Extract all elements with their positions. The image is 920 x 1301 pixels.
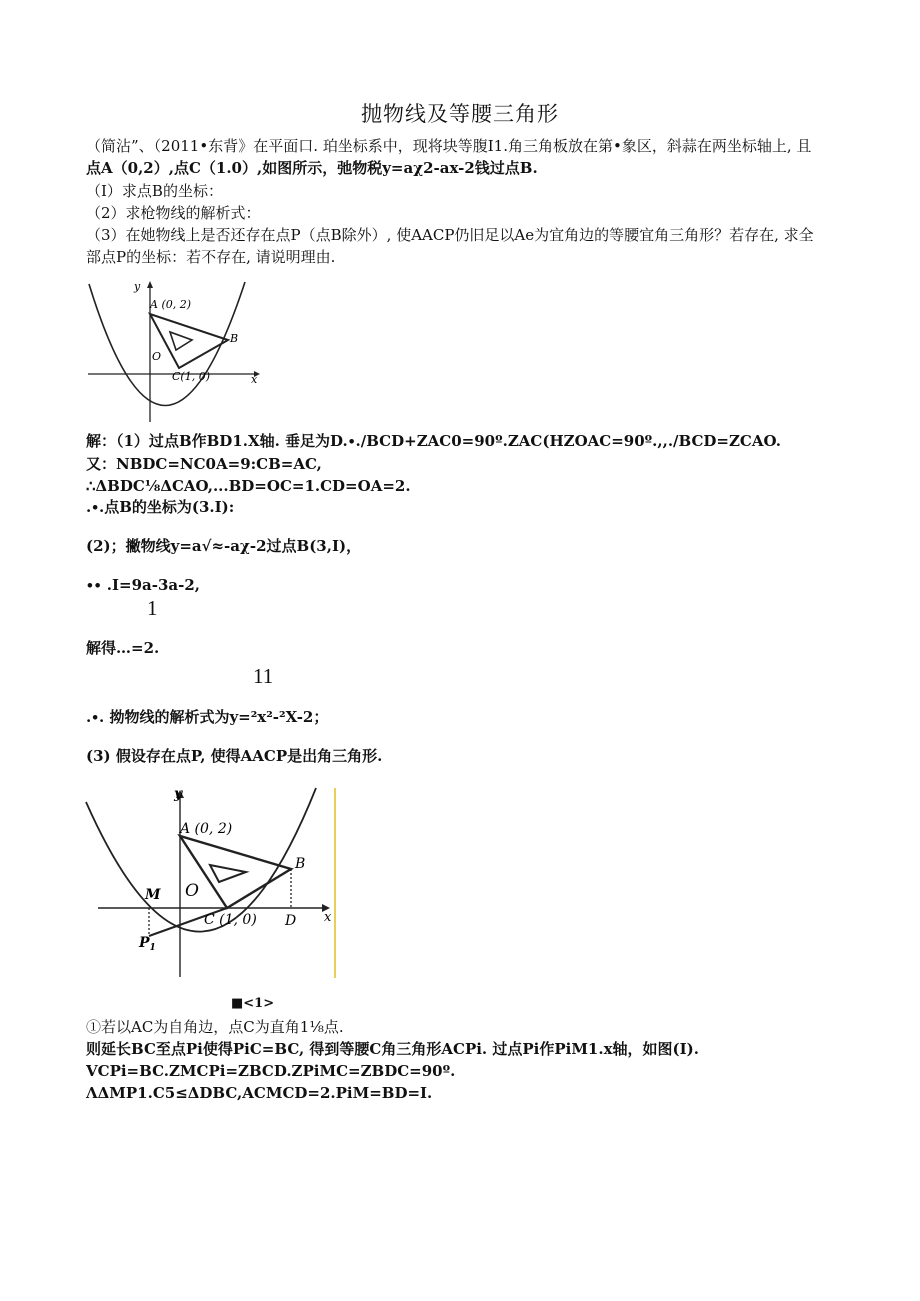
solution-step-8: .∙. 拗物线的解析式为y=²x²-²X-2；	[86, 708, 329, 726]
fig2-label-d: D	[285, 913, 297, 929]
problem-line-2: 点A（0,2）,点C（1.0）,如图所示，弛物税y=aχ2-ax-2钱过点B.	[86, 159, 538, 177]
fig2-label-b: B	[295, 856, 306, 872]
fig2-y-label: y	[174, 786, 183, 802]
question-3-line-1: （3）在她物线上是否还存在点P（点B除外）, 使AACP仍旧足以Ae为宜角边的等腰宜角三角形？若存在, 求全	[86, 226, 814, 244]
solution-step-5: (2)；撇物线y=a√≈-aχ-2过点B(3,I)，	[86, 537, 362, 555]
solution-step-9: (3) 假设存在点P, 使得AACP是岀角三角形.	[86, 747, 383, 765]
fig1-label-c: C(1, 0)	[172, 370, 210, 383]
fig2-label-p	[138, 935, 156, 953]
page-title: 抛物线及等腰三角形	[361, 102, 559, 126]
case-1-line-1: ①若以AC为自角边，点C为直角1⅛点.	[86, 1018, 344, 1036]
question-1: （I）求点B的坐标：	[86, 182, 223, 200]
fraction-denominator: 11	[253, 664, 274, 688]
fig2-label-p-main: P	[139, 935, 150, 951]
fig2-label-m: M	[145, 887, 161, 903]
figure-2-parabola-diagram	[84, 786, 340, 978]
problem-line-1: （简沾”、（2011•东背》在平面口. 珀坐标系中，现将块等腹I1.角三角板放在第•象区，斜蒜在两坐标轴上, 且	[86, 137, 812, 155]
solution-step-6: ∙∙ .I=9a-3a-2,	[86, 576, 201, 594]
solution-step-3: ∴ΔBDC⅛ΔCAO,...BD=OC=1.CD=OA=2.	[86, 477, 411, 495]
solution-step-7: 解得…=2.	[86, 639, 160, 657]
fig1-label-o: O	[152, 350, 162, 363]
fig2-label-c: C (1, 0)	[204, 912, 257, 928]
case-1-line-4: ΛΔMP1.C5≤ΔDBC,ACMCD=2.PiM=BD=I.	[86, 1084, 433, 1102]
case-1-line-3: VCPi=BC.ZMCPi=ZBCD.ZPiMC=ZBDC=90º.	[86, 1062, 456, 1080]
solution-step-4: .∙.点B的坐标为(3.I):	[86, 498, 235, 516]
question-3-line-2: 部点P的坐标：若不存在, 请说明理由.	[86, 248, 336, 266]
fraction-numerator: 1	[147, 596, 158, 620]
fig2-x-label: x	[324, 910, 332, 925]
solution-step-2: 又：NBDC=NC0A=9:CB=AC,	[86, 455, 322, 473]
solution-step-1: 解：（1）过点B作BD1.X轴. 垂足为D.∙.∕BCD+ZAC0=90º.ZAC(HZOAC=90º.,,./BCD=ZCAO.	[86, 432, 781, 450]
fig2-label-o: O	[185, 881, 199, 901]
fig1-x-label: x	[251, 373, 258, 386]
fig1-label-b: B	[230, 332, 239, 345]
question-2: （2）求枪物线的解析式：	[86, 204, 261, 222]
fig2-label-p-subscript: 1	[149, 943, 156, 953]
fig2-label-a: A (0, 2)	[180, 821, 233, 837]
case-1-line-2: 则延长BC至点Pi使得PiC=BC, 得到等腰C角三角形ACPi. 过点Pi作PiM1.x轴，如图(I).	[86, 1040, 699, 1058]
fig1-y-label: y	[134, 280, 141, 293]
figure-2-caption: ■<1>	[231, 996, 275, 1011]
fig1-label-a: A (0, 2)	[150, 298, 192, 311]
figure-1-parabola-diagram	[84, 278, 264, 423]
